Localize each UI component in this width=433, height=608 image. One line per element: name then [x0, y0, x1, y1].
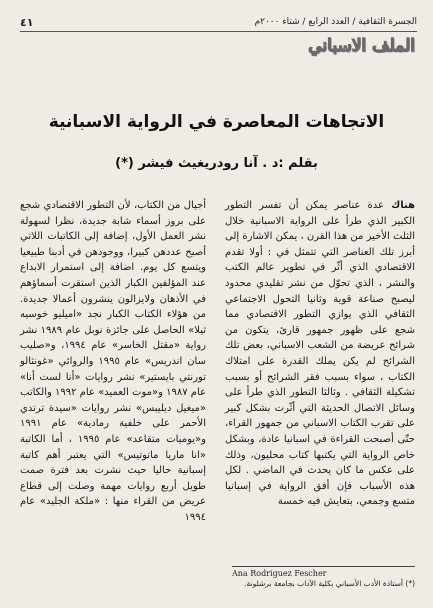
section-label: الملف الاسباني: [308, 36, 415, 56]
footnote-divider: [232, 566, 415, 567]
article-title: الاتجاهات المعاصرة في الرواية الاسبانية: [48, 112, 385, 132]
body-column-left: [20, 198, 206, 525]
journal-issue-info: الجسرة الثقافية / العدد الرابع / شتاء ٢٠٠٠م: [254, 17, 417, 27]
left-column-text: أجيال من الكتاب، لأن التطور الاقتصادي شجع على بروز أسماء شابة جديدة، نظرا لسهولة نشر العمل الأول، إضافة إلى الكاتبات اللاتي أصبح عددهن كبيرا، ووجودهن في أدبنا طبيعيا ويتسع كل يوم. اضافة إلى استمرار الابداع عند المؤلفين الكبار الذين استقرت أسماؤهم في الأذهان ولايزالون ينشرون أعمالا جديدة. من هؤلاء الكتاب الكبار نجد «اميليو خوسيه ثيلا» الحاصل على جائزة نوبل عام ١٩٨٩ نشر رواية «مقتل الخاسر» عام ١٩٩٤، و«صليب سان اندريس» عام ١٩٩٥ والروائي «غونثالو تورنتي بايستير» نشر روايات «أنا لست أنا» عام ١٩٨٧ و«موت العميد» عام ١٩٩٢ والكاتب «ميغيل ديليبس» نشر روايات «سيدة ترتدي الأحمر على خلفية رمادية» عام ١٩٩١ و«يوميات متقاعد» عام ١٩٩٥ ، أما الكاتبة «انا ماريا ماتوتيس» التي يعتبر أهم كاتبة إسبانية حاليا حيث نشرت بعد فترة صمت طويل أربع روايات مهمة وصلت إلى قطاع عريض من القراء منها : «ملكة الجليد» عام ١٩٩٤: [20, 200, 207, 523]
footnote: [232, 569, 415, 589]
article-byline: بقلم :د . آنا رودريغيث فيشر (*): [115, 156, 318, 171]
right-column-text: عدة عناصر يمكن أن تفسر التطور الكبير الذي طرأ على الرواية الاسبانية خلال الثلث الأخير من هذا القرن ، يمكن الاشارة إلى أبرز تلك العناصر التي تتمثل في : أولا تقدم الاقتصادي الذي أثّر في تطوير عالم الكتب والنشر ، الذي تحوّل من نشر تقليدي محدود ليصبح صناعة قوية وثانيا التحول الاجتماعي الثقافي الذي يوازي التطور الاقتصادي مما شجع على ظهور جمهور قارئ، يتكون من شرائح عريضة من الشعب الاسباني، بعض تلك الشرائح لم يكن يملك القدرة على امتلاك الكتاب ، سواء بسبب فقر الشرائح أو بسبب تشكيلة الثقافي . وثالثا التطور الذي طرأ على وسائل الاتصال الحديثة التي أثّرت بشكل كبير على تقرب الكتاب الاسباني من جمهور القراء، حتّى أصبحت القراءة في اسبانيا عادة، وبشكل خاص الرواية التي يكتبها كتاب محليون، وذلك على عكس ما كان يحدث في الماضي . لكل هذه الأسباب فإن أفق الرواية في إسبانيا متسع وجمعي، بتعايش فيه خمسة: [225, 200, 415, 508]
header-divider: [20, 31, 417, 32]
author-latin-name: Ana Rodriguez Fescher: [232, 569, 327, 578]
footnote-text: (*) أستاذة الأدب الأسباني بكلية الآداب بجامعة برشلونة.: [244, 579, 415, 588]
body-column-right: [225, 198, 415, 510]
page-number: ٤١: [20, 15, 34, 29]
running-header: [20, 14, 417, 30]
lead-word: هناك: [391, 200, 415, 211]
